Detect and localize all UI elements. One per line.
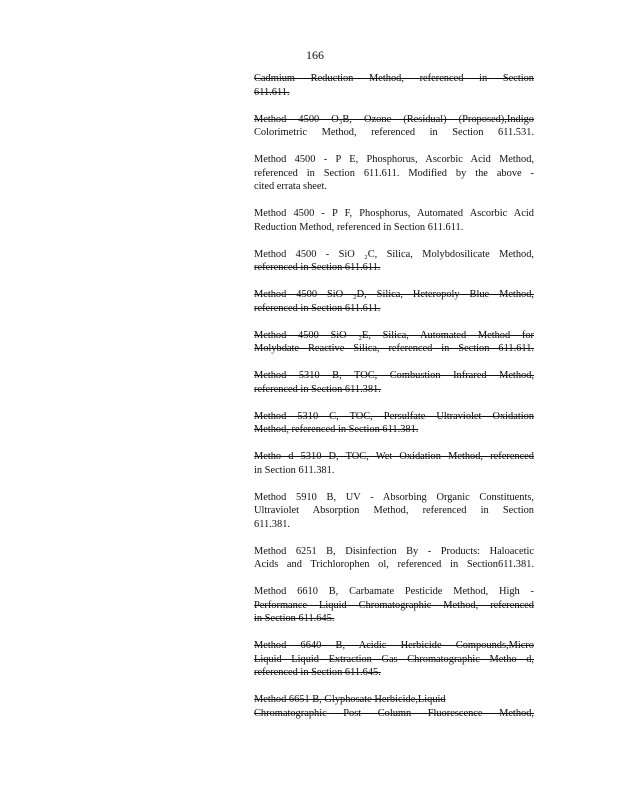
text-line: 611.381.	[254, 518, 290, 530]
method-entry	[254, 693, 534, 720]
text-line: Reduction Method, referenced in Section 611.611.	[254, 221, 464, 233]
method-entry	[254, 545, 534, 572]
text-line: Ultraviolet Absorption Method, referenced in Section	[254, 505, 534, 516]
text-line: Method 4500 - P E, Phosphorus, Ascorbic Acid Method,	[254, 154, 534, 165]
method-entry	[254, 491, 534, 532]
struck-text-line: referenced in Section 611.611.	[254, 262, 381, 273]
document-body	[254, 72, 534, 734]
text-line: Method 4500 - SiO ₂C, Silica, Molybdosilicate Method,	[254, 248, 534, 260]
method-entry	[254, 153, 534, 194]
struck-text-line: Chromatographic Post Column Fluorescence Method,	[254, 707, 534, 719]
struck-text-line: referenced in Section 611.645.	[254, 667, 381, 678]
struck-text-line: Metho d 5310 D, TOC, Wet Oxidation Method, referenced	[254, 451, 534, 462]
struck-text-line: Method 4500 SiO ₂E, Silica, Automated Method for	[254, 329, 534, 341]
text-line: referenced in Section 611.611. Modified by the above -	[254, 167, 534, 179]
struck-text-line: Method 4500 SiO ₂D, Silica, Heteropoly Blue Method,	[254, 289, 534, 300]
page-number: 166	[306, 48, 324, 62]
method-entry	[254, 410, 534, 437]
struck-text-line: in Section 611.645.	[254, 613, 335, 624]
method-entry	[254, 450, 534, 477]
text-line: Method 6251 B, Disinfection By - Products: Haloacetic	[254, 545, 534, 557]
struck-text-line: referenced in Section 611.611.	[254, 302, 381, 314]
text-line: Method 4500 - P F, Phosphorus, Automated Ascorbic Acid	[254, 208, 534, 219]
method-entry	[254, 639, 534, 680]
struck-text-line: Method 5310 C, TOC, Persulfate Ultraviolet Oxidation	[254, 410, 534, 422]
text-line: Acids and Trichlorophen ol, referenced in Section611.381.	[254, 559, 534, 570]
method-entry	[254, 585, 534, 626]
struck-text-line: Method 6651 B, Glyphosate Herbicide,Liquid	[254, 694, 446, 705]
method-entry	[254, 248, 534, 275]
text-line: in Section 611.381.	[254, 464, 335, 476]
struck-text-line: Liquid Liquid Extraction Gas Chromatographic Metho d,	[254, 653, 534, 665]
struck-text-line: Method 6640 B, Acidic Herbicide Compounds,Micro	[254, 640, 534, 651]
text-line: Colorimetric Method, referenced in Section 611.531.	[254, 127, 534, 138]
method-entry	[254, 369, 534, 396]
struck-text-line: Method, referenced in Section 611.381.	[254, 424, 419, 435]
text-line: cited errata sheet.	[254, 181, 327, 192]
text-line: Method 6610 B, Carbamate Pesticide Method, High -	[254, 586, 534, 597]
method-entry	[254, 288, 534, 315]
struck-text-line: referenced in Section 611.381.	[254, 383, 381, 395]
struck-text-line: Performance Liquid Chromatographic Method, referenced	[254, 599, 534, 611]
text-line: Method 5910 B, UV - Absorbing Organic Constituents,	[254, 491, 534, 503]
method-entry	[254, 72, 534, 99]
struck-text-line: Method 5310 B, TOC, Combustion Infrared Method,	[254, 370, 534, 381]
struck-text-line: 611.611.	[254, 86, 290, 98]
struck-text-line: Method 4500 O₃B, Ozone (Residual) (Proposed),Indigo	[254, 113, 534, 125]
method-entry	[254, 113, 534, 140]
struck-text-line: Molybdate Reactive Silica, referenced in Section 611.611.	[254, 343, 534, 354]
method-entry	[254, 329, 534, 356]
method-entry	[254, 207, 534, 234]
struck-text-line: Cadmium Reduction Method, referenced in Section	[254, 73, 534, 84]
